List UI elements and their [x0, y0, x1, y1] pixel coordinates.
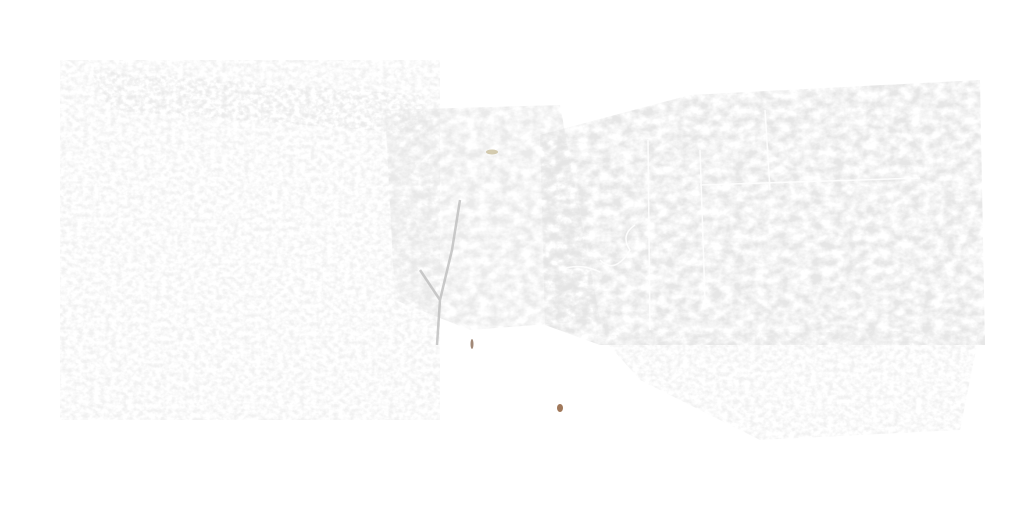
lower-fringe-texture — [600, 330, 980, 440]
dense-texture-block — [540, 80, 985, 345]
